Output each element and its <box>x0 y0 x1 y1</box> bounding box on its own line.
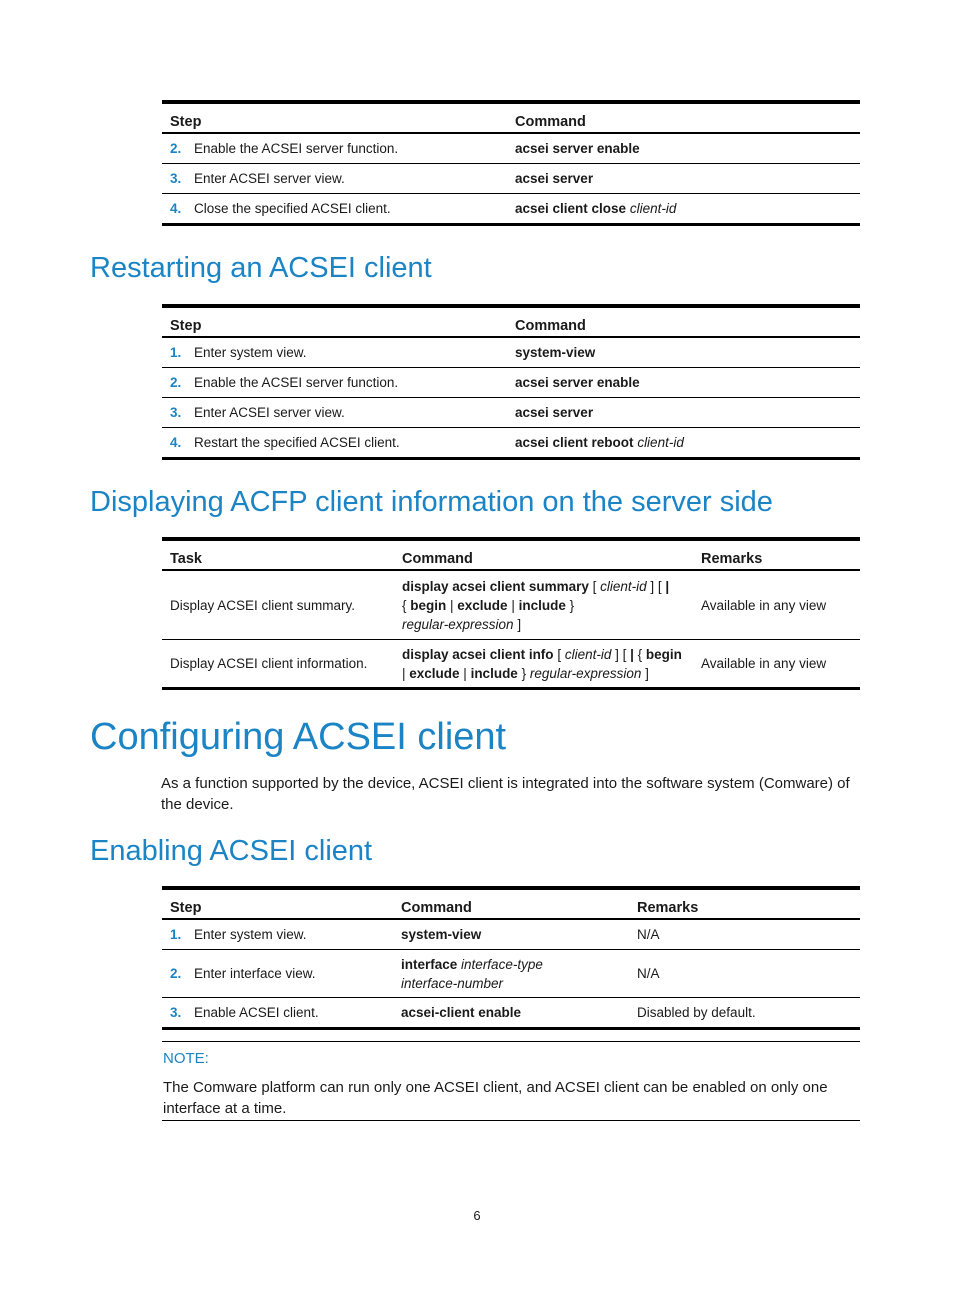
step-number: 1. <box>170 345 182 360</box>
intro-paragraph: As a function supported by the device, ACSEI client is integrated into the software system (Comware) of the device. <box>161 775 850 813</box>
command-cell <box>507 164 860 194</box>
step-number: 4. <box>170 201 182 216</box>
note-title: NOTE: <box>163 1050 209 1067</box>
column-header-command: Command <box>402 551 473 567</box>
page-number: 6 <box>473 1208 481 1223</box>
step-cell <box>162 164 507 194</box>
table-restart-client <box>162 304 860 460</box>
column-header-command: Command <box>515 114 586 130</box>
remarks-cell: N/A <box>637 966 660 981</box>
step-number: 3. <box>170 171 182 186</box>
step-cell <box>162 950 393 998</box>
column-header-step: Step <box>170 900 202 916</box>
step-cell <box>162 133 507 164</box>
column-header-step: Step <box>170 318 202 334</box>
syntax-symbol: { <box>637 646 646 662</box>
table-header-row <box>162 539 860 570</box>
command-keyword: acsei server <box>515 405 594 420</box>
command-cell <box>507 368 860 398</box>
command-keyword: acsei-client enable <box>401 1005 522 1020</box>
chapter-title: Configuring ACSEI client <box>90 716 507 758</box>
table-row <box>162 398 860 428</box>
step-cell <box>162 919 393 950</box>
command-keyword: system-view <box>515 345 596 360</box>
command-cell <box>393 998 629 1029</box>
command-cell <box>393 919 629 950</box>
syntax-symbol: ] <box>641 665 649 681</box>
task-cell: Display ACSEI client information. <box>170 656 368 671</box>
step-text: Enable the ACSEI server function. <box>194 141 399 156</box>
step-number: 2. <box>170 375 182 390</box>
command-keyword: acsei server <box>515 171 594 186</box>
section-heading-restart: Restarting an ACSEI client <box>90 252 432 284</box>
step-text: Enter system view. <box>194 927 307 942</box>
table-display-info <box>162 537 860 690</box>
command-keyword: acsei client reboot <box>515 435 634 450</box>
step-cell <box>162 428 507 459</box>
step-number: 2. <box>170 141 182 156</box>
option-exclude: exclude <box>457 597 508 613</box>
table-row <box>162 337 860 368</box>
table-row <box>162 164 860 194</box>
command-cell <box>394 570 693 640</box>
command-argument: client-id <box>564 646 612 662</box>
table-row <box>162 919 860 950</box>
step-number: 3. <box>170 1005 182 1020</box>
command-cell <box>393 950 629 998</box>
syntax-symbol: [ <box>553 646 565 662</box>
syntax-symbol: ] <box>513 616 522 632</box>
table-enable-client <box>162 886 860 1030</box>
note-box <box>162 1041 860 1121</box>
syntax-symbol: { <box>402 597 411 613</box>
table-row <box>162 428 860 459</box>
step-cell <box>162 368 507 398</box>
command-argument: client-id <box>629 201 677 216</box>
command-cell <box>507 337 860 368</box>
step-cell <box>162 337 507 368</box>
command-keyword: acsei server enable <box>515 141 640 156</box>
table-row <box>162 194 860 225</box>
command-keyword: display acsei client info <box>402 646 554 662</box>
table-row <box>162 368 860 398</box>
pipe-keyword: | <box>630 646 638 662</box>
command-argument: client-id <box>600 578 647 594</box>
command-cell <box>507 398 860 428</box>
table-header-row <box>162 306 860 337</box>
step-text: Enter system view. <box>194 345 307 360</box>
section-heading-display: Displaying ACFP client information on the server side <box>90 486 773 518</box>
column-header-command: Command <box>401 900 472 916</box>
step-text: Restart the specified ACSEI client. <box>194 435 400 450</box>
column-header-remarks: Remarks <box>701 551 763 567</box>
section-heading-enable: Enabling ACSEI client <box>90 835 373 867</box>
syntax-symbol: ] [ <box>646 578 666 594</box>
column-header-remarks: Remarks <box>637 900 699 916</box>
syntax-symbol: } <box>517 665 530 681</box>
table-row <box>162 950 860 998</box>
remarks-cell: Disabled by default. <box>637 1005 756 1020</box>
table-row <box>162 998 860 1029</box>
command-argument: regular-expression <box>402 616 514 632</box>
table-row <box>162 570 860 640</box>
option-include: include <box>470 665 518 681</box>
syntax-symbol: } <box>565 597 575 613</box>
remarks-cell: Available in any view <box>701 597 827 613</box>
step-text: Close the specified ACSEI client. <box>194 201 391 216</box>
command-cell <box>507 194 860 225</box>
table-header-row <box>162 888 860 919</box>
step-number: 1. <box>170 927 182 942</box>
remarks-cell: Available in any view <box>701 656 827 671</box>
step-number: 4. <box>170 435 182 450</box>
command-cell <box>507 428 860 459</box>
table-row <box>162 640 860 689</box>
command-cell <box>394 640 693 689</box>
step-text: Enable ACSEI client. <box>194 1005 319 1020</box>
command-argument: interface-number <box>401 975 504 991</box>
syntax-separator: | <box>507 597 519 613</box>
command-argument: regular-expression <box>529 665 642 681</box>
table-header-row <box>162 102 860 133</box>
option-begin: begin <box>645 646 682 662</box>
command-keyword: interface <box>401 956 458 972</box>
syntax-separator: | <box>402 665 410 681</box>
step-text: Enter interface view. <box>194 966 316 981</box>
command-argument: interface-type <box>461 956 543 972</box>
step-cell <box>162 998 393 1029</box>
command-keyword: display acsei client summary <box>402 578 589 594</box>
step-cell <box>162 194 507 225</box>
step-number: 2. <box>170 966 182 981</box>
syntax-separator: | <box>459 665 471 681</box>
note-text: The Comware platform can run only one ACSEI client, and ACSEI client can be enabled on only one interface at a time. <box>163 1079 828 1117</box>
option-begin: begin <box>410 597 447 613</box>
command-keyword: acsei server enable <box>515 375 640 390</box>
column-header-task: Task <box>170 551 202 567</box>
task-cell: Display ACSEI client summary. <box>170 597 356 613</box>
command-argument: client-id <box>637 435 684 450</box>
pipe-keyword: | <box>665 578 670 594</box>
column-header-step: Step <box>170 114 202 130</box>
step-number: 3. <box>170 405 182 420</box>
step-text: Enter ACSEI server view. <box>194 171 345 186</box>
table-row <box>162 133 860 164</box>
syntax-separator: | <box>446 597 458 613</box>
syntax-symbol: [ <box>588 578 601 594</box>
step-text: Enable the ACSEI server function. <box>194 375 399 390</box>
option-include: include <box>518 597 566 613</box>
step-text: Enter ACSEI server view. <box>194 405 345 420</box>
command-keyword: system-view <box>401 927 482 942</box>
remarks-cell: N/A <box>637 927 660 942</box>
command-cell <box>507 133 860 164</box>
syntax-symbol: ] [ <box>611 646 631 662</box>
step-cell <box>162 398 507 428</box>
table-close-client <box>162 100 860 226</box>
column-header-command: Command <box>515 318 586 334</box>
option-exclude: exclude <box>409 665 460 681</box>
command-keyword: acsei client close <box>515 201 627 216</box>
